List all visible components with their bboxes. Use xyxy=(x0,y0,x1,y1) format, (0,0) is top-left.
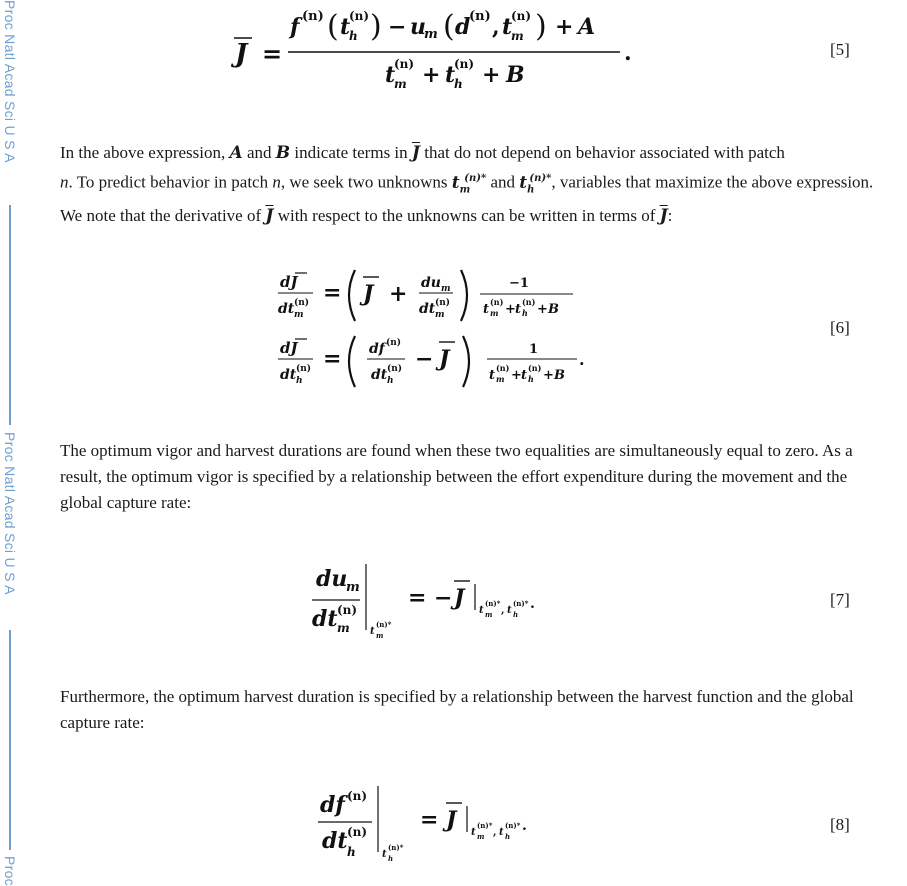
svg-text:J: J xyxy=(446,807,457,833)
svg-text:d: d xyxy=(455,14,471,40)
p1-text-i: with respect to the unknowns can be written in terms of xyxy=(277,206,656,226)
svg-text:h: h xyxy=(454,77,463,91)
svg-text:m: m xyxy=(424,27,438,42)
p1-text-b: and xyxy=(246,143,272,162)
svg-text:(n): (n) xyxy=(490,297,504,307)
paragraph-3: Furthermore, the optimum harvest duration is specified by a relationship between the harvest function and the global capture rate: xyxy=(60,687,854,732)
svg-text:(n): (n) xyxy=(454,57,475,71)
svg-text:h: h xyxy=(522,308,528,318)
equation-8 xyxy=(316,780,576,872)
svg-text:dt: dt xyxy=(371,367,388,383)
sidebar-rule-2 xyxy=(9,630,11,850)
svg-text:t: t xyxy=(479,605,484,616)
svg-text:h: h xyxy=(296,376,303,386)
svg-text:m: m xyxy=(490,308,499,318)
svg-text:J: J xyxy=(235,39,248,69)
svg-text:df: df xyxy=(369,341,385,357)
math-symbol-J-bar: $\overline{J}$ xyxy=(265,206,274,227)
svg-text:t: t xyxy=(515,302,522,317)
svg-text:(n): (n) xyxy=(294,298,310,308)
p1-text-f: , we seek two unknowns xyxy=(280,172,448,192)
svg-text:m: m xyxy=(346,580,360,595)
svg-text:t: t xyxy=(489,368,496,383)
svg-text:(n): (n) xyxy=(347,789,368,803)
svg-text:): ) xyxy=(370,9,382,44)
equation-6 xyxy=(275,265,615,395)
svg-text:dt: dt xyxy=(312,606,338,632)
svg-text:t: t xyxy=(340,14,351,40)
svg-text:J: J xyxy=(439,346,450,372)
paragraph-2: The optimum vigor and harvest durations are found when these two equalities are simultaneously equal to zero. As a result, the optimum vigor is specified by a relationship between the effort expenditure during the movement and the global capture rate: xyxy=(60,441,853,512)
svg-text:(n)*: (n)* xyxy=(388,843,404,852)
equation-7 xyxy=(308,558,578,648)
svg-text:+: + xyxy=(389,281,408,307)
math-th-star: $t_h^{(n)*}$ xyxy=(519,172,552,196)
svg-text:.: . xyxy=(624,40,632,66)
svg-text:.: . xyxy=(522,818,527,834)
equation-6-number: [6] xyxy=(830,318,850,337)
svg-text:1: 1 xyxy=(529,342,539,357)
svg-text:h: h xyxy=(388,854,394,863)
math-n: n xyxy=(272,172,281,192)
math-symbol-J-bar: $\overline{J}$ xyxy=(411,143,420,163)
svg-text:m: m xyxy=(376,631,384,640)
svg-text:m: m xyxy=(477,832,485,841)
svg-text:m: m xyxy=(294,310,304,320)
svg-text:(: ( xyxy=(327,9,339,44)
svg-text:(n)*: (n)* xyxy=(376,620,392,629)
svg-text:t: t xyxy=(483,302,490,317)
svg-text:(n)*: (n)* xyxy=(513,599,529,608)
svg-text:m: m xyxy=(511,29,524,43)
svg-text:(: ( xyxy=(443,9,455,44)
p1-text-h: , variables that maximize the above expression. We note that the derivative of xyxy=(60,172,874,226)
p1-text-e: . To predict behavior in patch xyxy=(68,172,269,192)
svg-text:dt: dt xyxy=(280,367,297,383)
sidebar-rule-1 xyxy=(9,205,11,425)
equation-5 xyxy=(230,0,650,100)
svg-text:−: − xyxy=(415,346,434,372)
svg-text:h: h xyxy=(347,845,356,859)
svg-text:−1: −1 xyxy=(509,276,529,291)
svg-text:+: + xyxy=(482,62,501,88)
svg-text:t: t xyxy=(382,849,387,860)
svg-text:−: − xyxy=(388,14,407,40)
svg-text:h: h xyxy=(528,374,534,384)
svg-text:=: = xyxy=(420,807,439,833)
svg-text:=: = xyxy=(323,280,342,306)
svg-text:h: h xyxy=(505,832,511,841)
svg-text:,: , xyxy=(501,605,505,616)
svg-text:h: h xyxy=(387,376,394,386)
svg-text:+: + xyxy=(543,368,554,383)
svg-text:+: + xyxy=(511,368,522,383)
svg-text:,: , xyxy=(493,827,497,838)
svg-text:t: t xyxy=(502,14,513,40)
svg-text:du: du xyxy=(316,566,348,592)
svg-text:(n): (n) xyxy=(522,297,536,307)
math-symbol-J-bar: $\overline{J}$ xyxy=(659,206,668,227)
math-n: n xyxy=(60,172,69,192)
svg-text:h: h xyxy=(513,610,519,619)
p1-text-g: and xyxy=(490,172,515,192)
svg-text:J: J xyxy=(454,585,465,611)
svg-text:m: m xyxy=(435,310,445,320)
svg-text:.: . xyxy=(530,596,535,612)
p1-text-d: that do not depend on behavior associated with patch xyxy=(424,143,785,162)
svg-text:t: t xyxy=(385,62,396,88)
svg-text:.: . xyxy=(579,350,585,369)
svg-text:B: B xyxy=(554,368,565,383)
svg-text:(n): (n) xyxy=(387,364,403,374)
svg-text:df: df xyxy=(320,792,345,818)
svg-text:m: m xyxy=(441,284,451,294)
p1-text-c: indicate terms in xyxy=(294,143,408,162)
svg-text:(n): (n) xyxy=(386,338,402,348)
svg-text:u: u xyxy=(410,14,426,40)
sidebar-journal-label-2: Proc Natl Acad Sci U S A xyxy=(2,432,18,595)
svg-text:(n): (n) xyxy=(394,57,415,71)
svg-text:dJ: dJ xyxy=(280,273,298,291)
paragraph-1 xyxy=(60,140,890,229)
svg-text:J: J xyxy=(363,281,374,307)
svg-text:(n): (n) xyxy=(511,9,532,23)
svg-text:(n): (n) xyxy=(469,9,491,24)
svg-text:m: m xyxy=(496,374,505,384)
svg-text:B: B xyxy=(548,302,559,317)
svg-text:): ) xyxy=(535,9,547,44)
svg-text:m: m xyxy=(394,77,407,91)
svg-text:dt: dt xyxy=(419,301,436,317)
svg-text:du: du xyxy=(421,275,441,291)
math-symbol-A: A xyxy=(229,143,243,163)
svg-text:(n)*: (n)* xyxy=(485,599,501,608)
svg-text:(n)*: (n)* xyxy=(505,821,521,830)
svg-text:=: = xyxy=(262,39,283,68)
svg-text:(n): (n) xyxy=(496,363,510,373)
svg-text:t: t xyxy=(445,62,456,88)
equation-8-number: [8] xyxy=(830,815,850,834)
svg-text:dt: dt xyxy=(278,301,295,317)
svg-text:(n): (n) xyxy=(349,9,370,23)
svg-text:h: h xyxy=(349,29,358,43)
math-symbol-B: B xyxy=(275,143,291,163)
svg-text:(n): (n) xyxy=(296,364,312,374)
sidebar-journal-label-3: Proc xyxy=(2,856,18,886)
svg-text:(n)*: (n)* xyxy=(477,821,493,830)
svg-text:B: B xyxy=(506,62,525,88)
svg-text:m: m xyxy=(337,621,350,635)
svg-text:t: t xyxy=(471,827,476,838)
svg-text:t: t xyxy=(499,827,504,838)
svg-text:(n): (n) xyxy=(337,603,358,617)
svg-text:+: + xyxy=(422,62,441,88)
svg-text:dJ: dJ xyxy=(280,339,298,357)
svg-text:+: + xyxy=(537,302,548,317)
svg-text:dt: dt xyxy=(322,828,348,854)
math-tm-star: $t_m^{(n)*}$ xyxy=(451,172,487,196)
svg-text:t: t xyxy=(521,368,528,383)
equation-7-number: [7] xyxy=(830,590,850,609)
svg-text:(n): (n) xyxy=(347,825,368,839)
p1-text-a: In the above expression, xyxy=(60,143,226,162)
svg-text:m: m xyxy=(485,610,493,619)
svg-text:f: f xyxy=(290,14,300,40)
svg-text:+: + xyxy=(505,302,516,317)
svg-text:t: t xyxy=(370,626,375,637)
svg-text:=: = xyxy=(323,346,342,372)
svg-text:t: t xyxy=(507,605,512,616)
svg-text:−: − xyxy=(434,585,453,611)
svg-text:,: , xyxy=(492,14,500,40)
svg-text:=: = xyxy=(408,585,427,611)
svg-text:(n): (n) xyxy=(528,363,542,373)
sidebar-journal-watermark xyxy=(0,0,22,886)
svg-text:(n): (n) xyxy=(435,298,451,308)
svg-text:A: A xyxy=(578,14,596,40)
sidebar-journal-label-1: Proc Natl Acad Sci U S A xyxy=(2,0,18,163)
svg-text:+: + xyxy=(555,14,574,40)
svg-text:(n): (n) xyxy=(302,9,324,24)
p1-text-j: : xyxy=(667,206,673,226)
equation-5-number: [5] xyxy=(830,40,850,59)
